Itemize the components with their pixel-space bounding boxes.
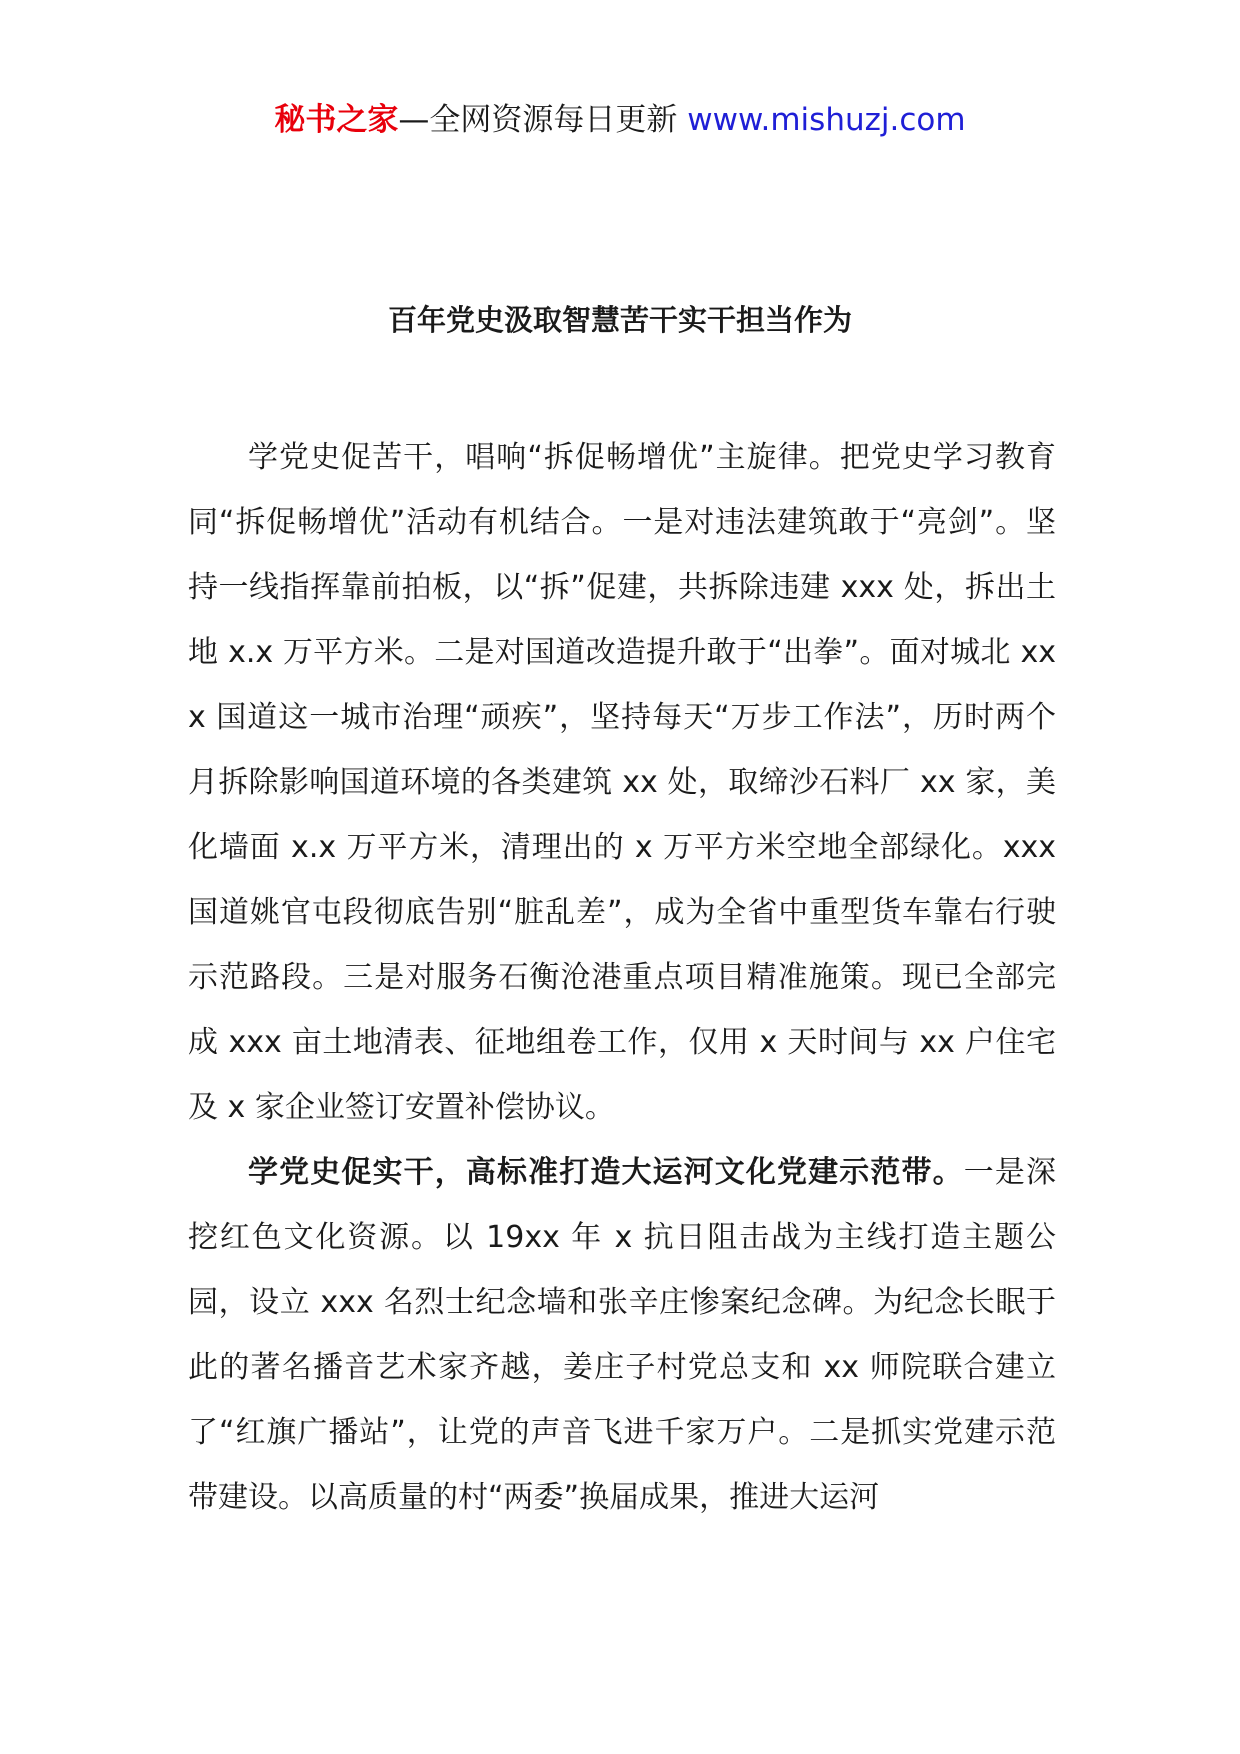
document-title: 百年党史汲取智慧苦干实干担当作为 [387, 303, 852, 337]
brand-name: 秘书之家 [274, 102, 399, 138]
paragraph-text: 学党史促苦干，唱响“拆促畅增优”主旋律。把党史学习教育同“拆促畅增优”活动有机结合。一是对违法建筑敢于“亮剑”。坚持一线指挥靠前拍板，以“拆”促建，共拆除违建 xxx 处，拆出土地 x.x 万平方米。二是对国道改造提升敢于“出拳”。面对城北 xxx 国道这一城市治理“顽疾”，坚持每天“万步工作法”，历时两个月拆除影响国道环境的各类建筑 xx 处，取缔沙石料厂 xx 家，美化墙面 x.x 万平方米，清理出的 x 万平方米空地全部绿化。xxx 国道姚官屯段彻底告别“脏乱差”，成为全省中重型货车靠右行驶示范路段。三是对服务石衡沧港重点项目精准施策。现已全部完成 xxx 亩土地清表、征地组卷工作，仅用 x 天时间与 xx 户住宅及 x 家企业签订安置补偿协议。 [188, 440, 1056, 1125]
document-body [188, 425, 1056, 1530]
site-url-link[interactable]: www.mishuzj.com [687, 102, 966, 138]
site-header [0, 100, 1240, 140]
paragraph-text: 一是深挖红色文化资源。以 19xx 年 x 抗日阻击战为主线打造主题公园，设立 xxx 名烈士纪念墙和张辛庄惨案纪念碑。为纪念长眠于此的著名播音艺术家齐越，姜庄子村党总支和 xx 师院联合建立了“红旗广播站”，让党的声音飞进千家万户。二是抓实党建示范带建设。以高质量的村“两委”换届成果，推进大运河 [188, 1155, 1057, 1515]
paragraph-2 [188, 1140, 1056, 1530]
paragraph-lead: 学党史促实干，高标准打造大运河文化党建示范带。 [248, 1155, 964, 1190]
paragraph-1 [188, 425, 1056, 1140]
header-slogan: —全网资源每日更新 [398, 102, 678, 138]
